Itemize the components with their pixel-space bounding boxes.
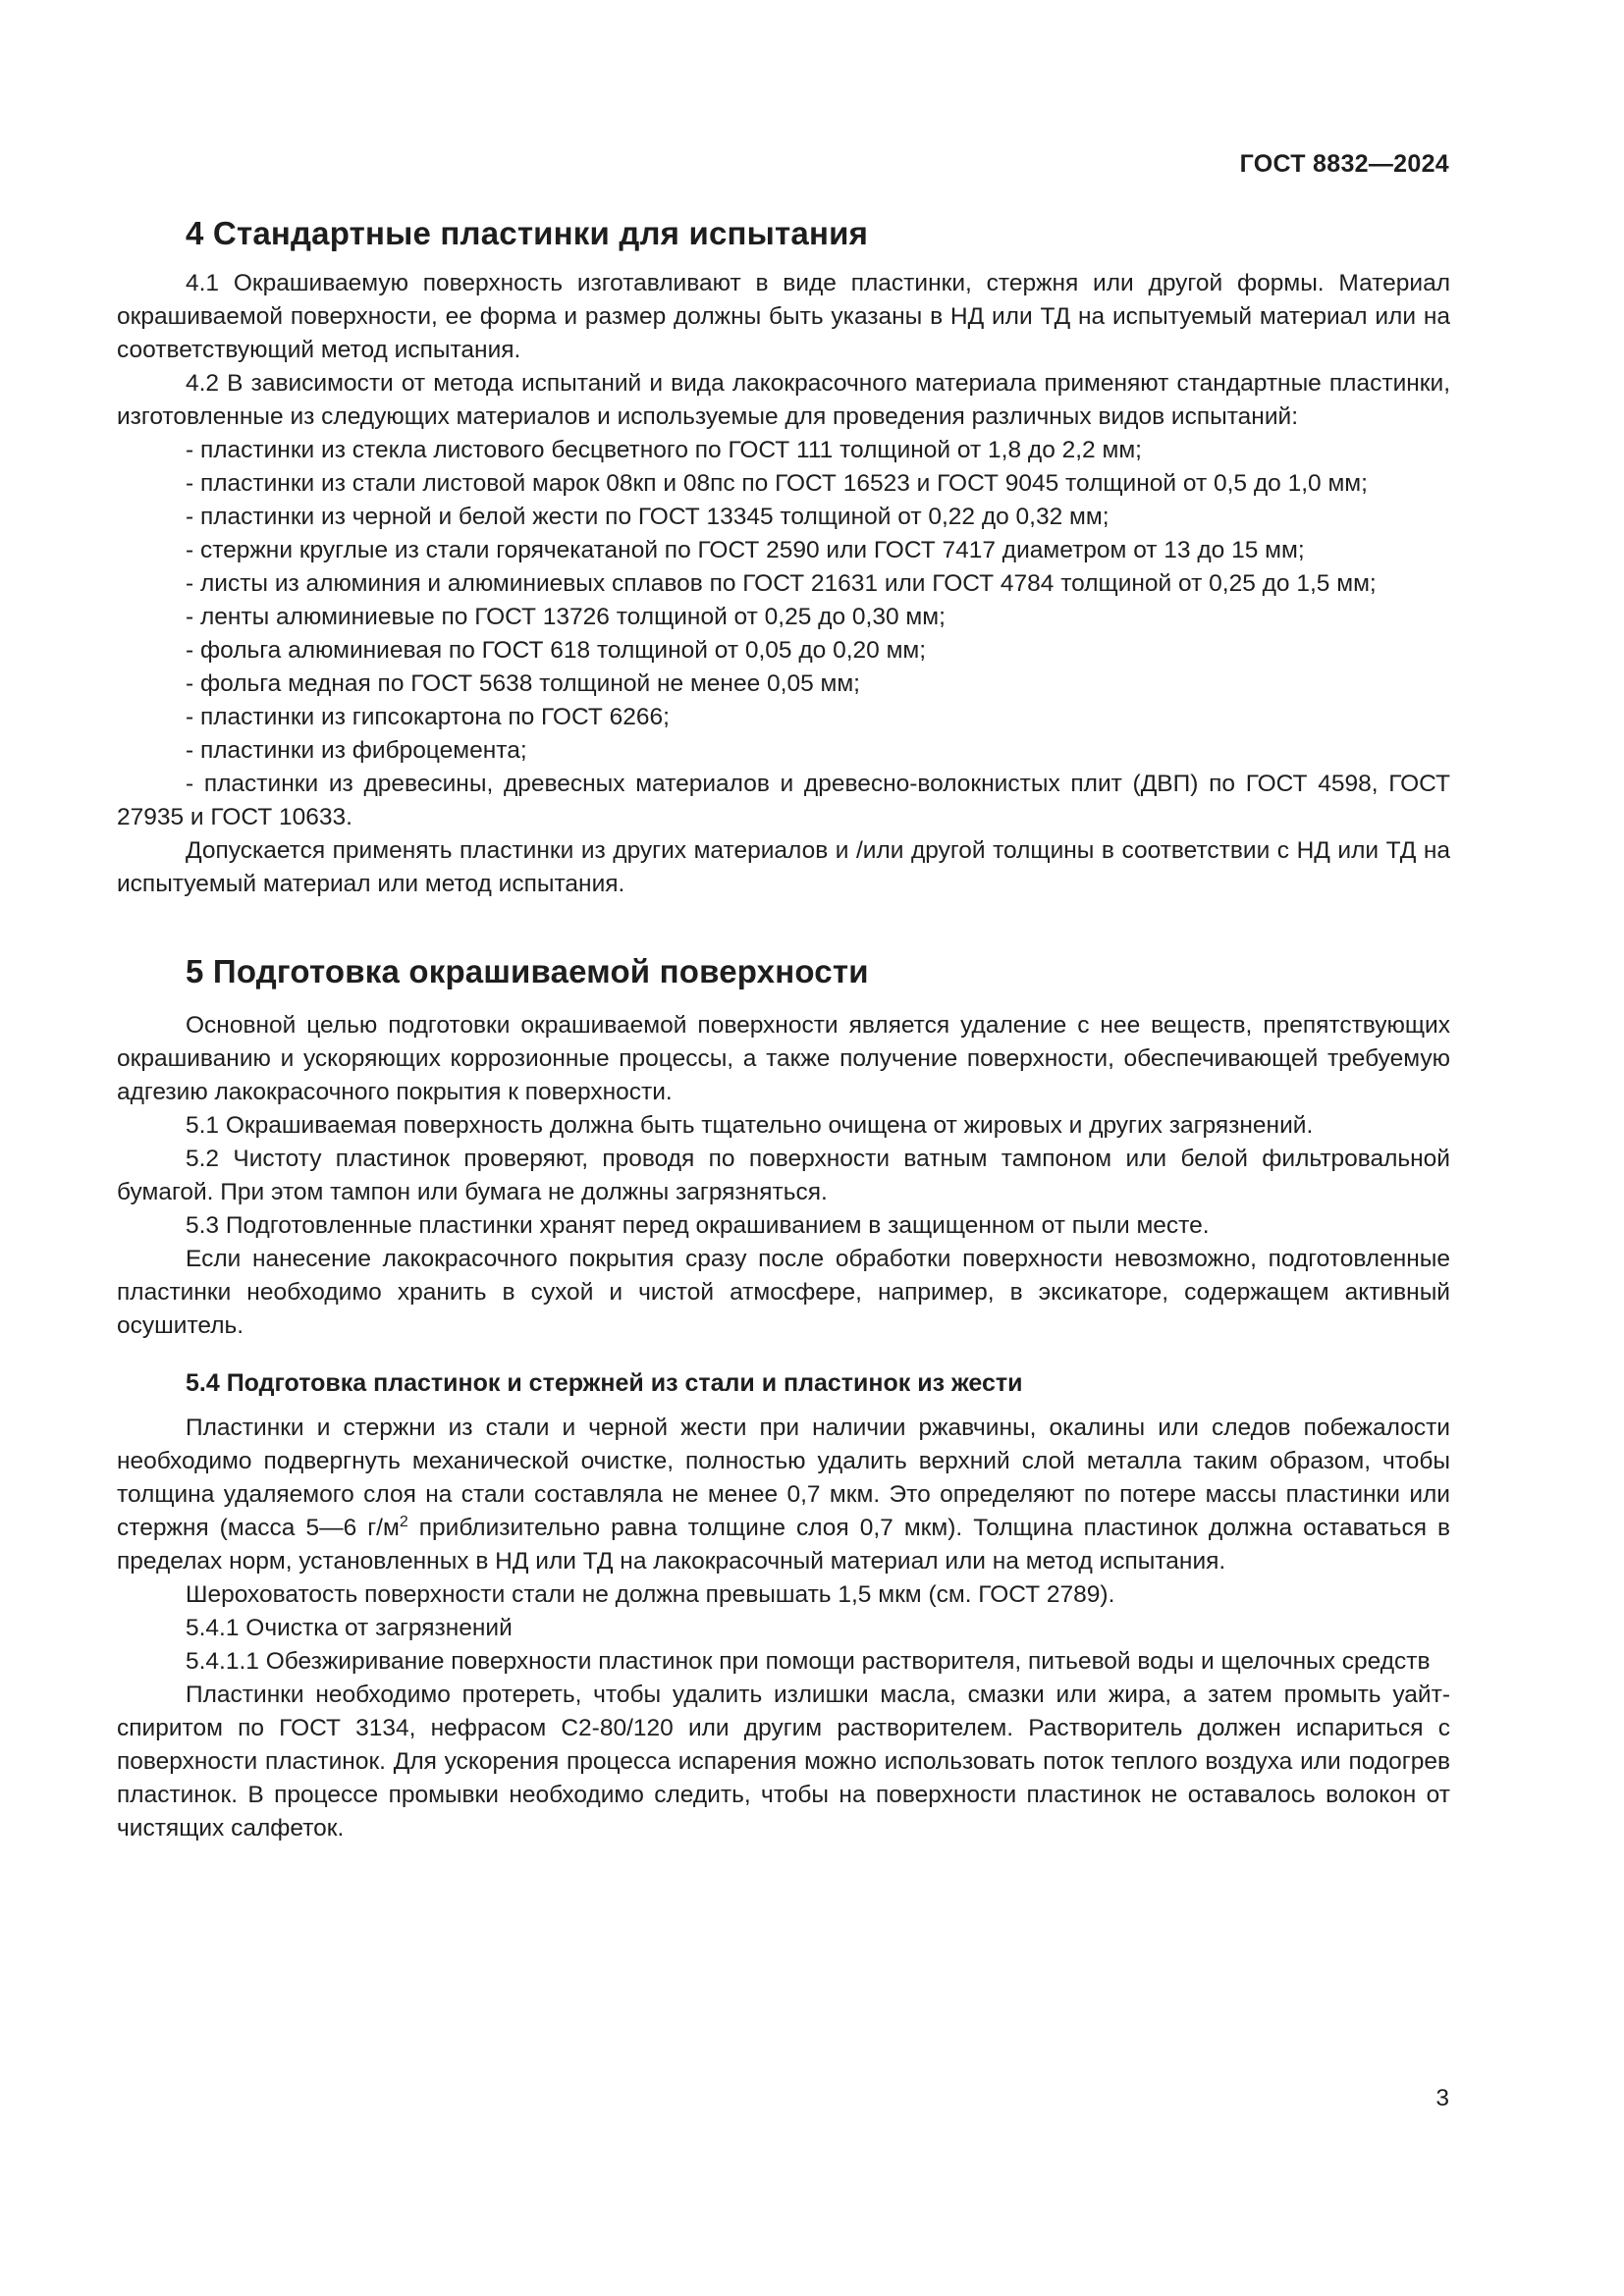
paragraph-5-4-1: 5.4.1 Очистка от загрязнений: [186, 1615, 513, 1641]
superscript: 2: [399, 1513, 408, 1530]
list-item: - листы из алюминия и алюминиевых сплавов по ГОСТ 21631 или ГОСТ 4784 толщиной от 0,25 до 1,5 мм;: [186, 570, 1377, 597]
paragraph-5-intro: Основной целью подготовки окрашиваемой поверхности является удаление с нее веществ, препятствующих окрашиванию и ускоряющих коррозионные процессы, а также получение поверхности, обеспечивающей требуемую адгезию лакокрасочного покрытия к поверхности.: [117, 1012, 1450, 1105]
page-content: [117, 214, 1450, 1845]
list-item: - пластинки из древесины, древесных материалов и древесно-волокнистых плит (ДВП) по ГОСТ 4598, ГОСТ 27935 и ГОСТ 10633.: [117, 771, 1450, 830]
subsection-5-4-heading: 5.4 Подготовка пластинок и стержней из стали и пластинок из жести: [186, 1369, 1023, 1397]
paragraph-5-3: 5.3 Подготовленные пластинки хранят перед окрашиванием в защищенном от пыли месте.: [186, 1212, 1210, 1239]
paragraph-degreasing: Пластинки необходимо протереть, чтобы удалить излишки масла, смазки или жира, а затем промыть уайт-спиритом по ГОСТ 3134, нефрасом С2-80/120 или другим растворителем. Растворитель должен испариться с поверхности пластинок. Для ускорения процесса испарения можно использовать поток теплого воздуха или подогрев пластинок. В процессе промывки необходимо следить, чтобы на поверхности пластинок не оставалось волокон от чистящих салфеток.: [117, 1682, 1450, 1842]
list-item: - пластинки из черной и белой жести по ГОСТ 13345 толщиной от 0,22 до 0,32 мм;: [186, 504, 1110, 530]
list-item: - фольга медная по ГОСТ 5638 толщиной не менее 0,05 мм;: [186, 670, 860, 697]
paragraph-allowed: Допускается применять пластинки из других материалов и /или другой толщины в соответствии с НД или ТД на испытуемый материал или метод испытания.: [117, 837, 1450, 897]
paragraph-5-4-text-b: приблизительно равна толщине слоя 0,7 мкм). Толщина пластинок должна оставаться в пределах норм, установленных в НД или ТД на лакокрасочный материал или на метод испытания.: [117, 1515, 1451, 1575]
list-item: - пластинки из фиброцемента;: [186, 737, 527, 764]
section-5-heading: 5 Подготовка окрашиваемой поверхности: [186, 953, 869, 989]
paragraph-5-3-storage: Если нанесение лакокрасочного покрытия сразу после обработки поверхности невозможно, подготовленные пластинки необходимо хранить в сухой и чистой атмосфере, например, в эксикаторе, содержащем активный осушитель.: [117, 1246, 1450, 1339]
list-item: - стержни круглые из стали горячекатаной по ГОСТ 2590 или ГОСТ 7417 диаметром от 13 до 15 мм;: [186, 537, 1305, 563]
paragraph-4-2: 4.2 В зависимости от метода испытаний и вида лакокрасочного материала применяют стандартные пластинки, изготовленные из следующих материалов и используемые для проведения различных видов испытаний:: [117, 370, 1450, 430]
page-number: 3: [1435, 2085, 1449, 2111]
paragraph-5-4-cleaning: [117, 1412, 1450, 1578]
paragraph-5-4-text-a: Пластинки и стержни из стали и черной жести при наличии ржавчины, окалины или следов побежалости необходимо подвергнуть механической очистке, полностью удалить верхний слой металла таким образом, чтобы толщина удаляемого слоя на стали составляла не менее 0,7 мкм. Это определяют по потере массы пластинки или стержня (масса 5—6 г/м: [117, 1415, 1450, 1541]
paragraph-5-1: 5.1 Окрашиваемая поверхность должна быть тщательно очищена от жировых и других загрязнений.: [186, 1112, 1314, 1139]
list-item: - фольга алюминиевая по ГОСТ 618 толщиной от 0,05 до 0,20 мм;: [186, 637, 927, 664]
list-item: - пластинки из стекла листового бесцветного по ГОСТ 111 толщиной от 1,8 до 2,2 мм;: [186, 437, 1142, 463]
paragraph-4-1: 4.1 Окрашиваемую поверхность изготавливают в виде пластинки, стержня или другой формы. Материал окрашиваемой поверхности, ее форма и размер должны быть указаны в НД или ТД на испытуемый материал или на соответствующий метод испытания.: [117, 270, 1450, 363]
paragraph-5-4-1-1: 5.4.1.1 Обезжиривание поверхности пластинок при помощи растворителя, питьевой воды и щелочных средств: [186, 1648, 1431, 1675]
standard-code: ГОСТ 8832—2024: [1239, 150, 1449, 178]
list-item: - пластинки из стали листовой марок 08кп и 08пс по ГОСТ 16523 и ГОСТ 9045 толщиной от 0,5 до 1,0 мм;: [186, 470, 1368, 497]
paragraph-5-2: 5.2 Чистоту пластинок проверяют, проводя по поверхности ватным тампоном или белой фильтровальной бумагой. При этом тампон или бумага не должны загрязняться.: [117, 1146, 1450, 1205]
list-item: - пластинки из гипсокартона по ГОСТ 6266;: [186, 704, 670, 730]
paragraph-roughness: Шероховатость поверхности стали не должна превышать 1,5 мкм (см. ГОСТ 2789).: [186, 1581, 1115, 1608]
section-4-heading: 4 Стандартные пластинки для испытания: [186, 215, 869, 251]
list-item: - ленты алюминиевые по ГОСТ 13726 толщиной от 0,25 до 0,30 мм;: [186, 604, 946, 630]
